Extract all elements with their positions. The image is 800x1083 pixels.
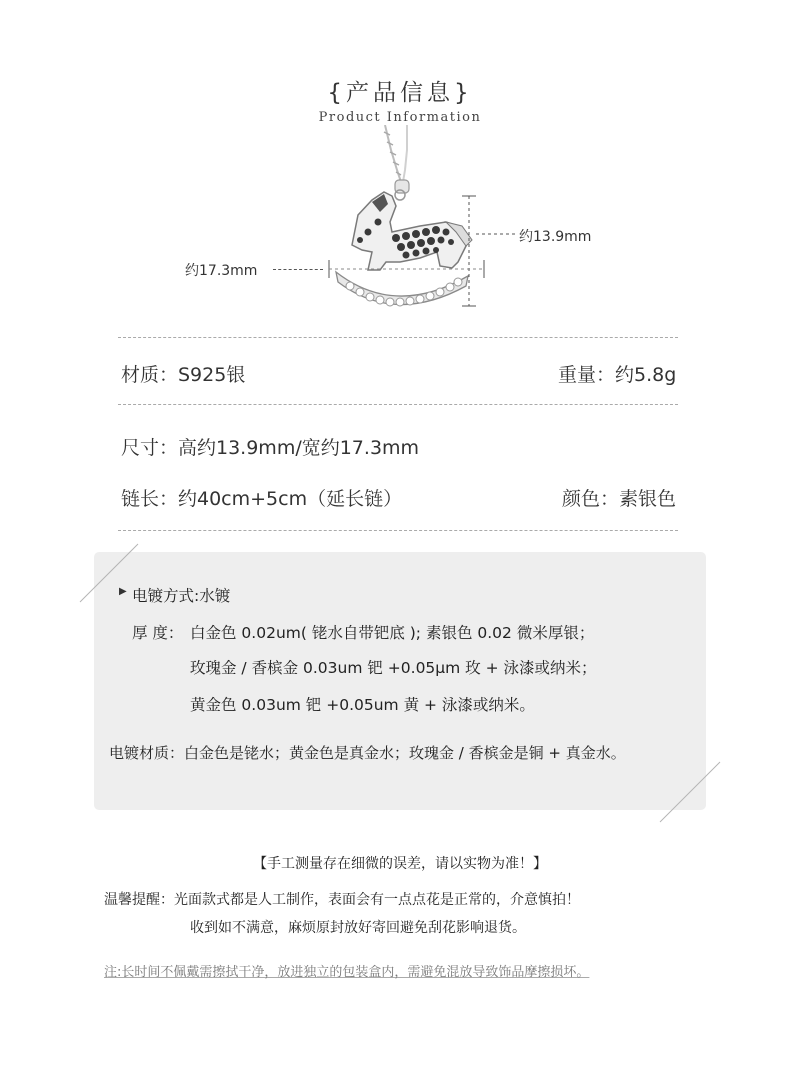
spec-size: 尺寸：高约13.9mm/宽约17.3mm bbox=[121, 437, 420, 459]
pendant-image bbox=[0, 125, 800, 325]
divider bbox=[118, 404, 678, 405]
thickness-line: 玫瑰金 / 香槟金 0.03um 钯 +0.05μm 玫 + 泳漆或纳米； bbox=[190, 659, 597, 677]
section-title: {产品信息} bbox=[327, 80, 473, 106]
tip-line: 收到如不满意，麻烦原封放好寄回避免刮花影响退货。 bbox=[190, 920, 526, 936]
spec-chain: 链长：约40cm+5cm（延长链） bbox=[121, 488, 403, 510]
plating-heading: 电镀方式:水镀 bbox=[132, 587, 231, 605]
spec-material: 材质：S925银 bbox=[121, 364, 246, 386]
thickness-label: 厚 度： bbox=[132, 624, 184, 642]
care-note: 注:长时间不佩戴需擦拭干净，放进独立的包装盒内，需避免混放导致饰品摩擦损坏。 bbox=[104, 965, 590, 980]
divider bbox=[118, 337, 678, 338]
spec-weight: 重量：约5.8g bbox=[558, 364, 677, 386]
measure-note: 【手工测量存在细微的误差，请以实物为准！】 bbox=[253, 856, 547, 872]
plating-material: 电镀材质：白金色是铑水；黄金色是真金水；玫瑰金 / 香槟金是铜 + 真金水。 bbox=[109, 744, 626, 762]
width-label: 约17.3mm bbox=[185, 263, 258, 279]
tip-line: 温馨提醒：光面款式都是人工制作，表面会有一点点花是正常的，介意慎拍！ bbox=[104, 892, 580, 908]
thickness-line: 黄金色 0.03um 钯 +0.05um 黄 + 泳漆或纳米。 bbox=[190, 696, 535, 714]
panel-diagonals bbox=[0, 530, 800, 830]
thickness-line: 白金色 0.02um( 铑水自带钯底 ); 素银色 0.02 微米厚银； bbox=[190, 624, 595, 642]
chain bbox=[384, 125, 407, 182]
section-subtitle: Product Information bbox=[318, 110, 482, 125]
width-dash bbox=[273, 269, 323, 270]
triangle-icon: ▶ bbox=[119, 586, 127, 597]
height-label: 约13.9mm bbox=[519, 229, 592, 245]
spec-color: 颜色：素银色 bbox=[562, 488, 677, 510]
